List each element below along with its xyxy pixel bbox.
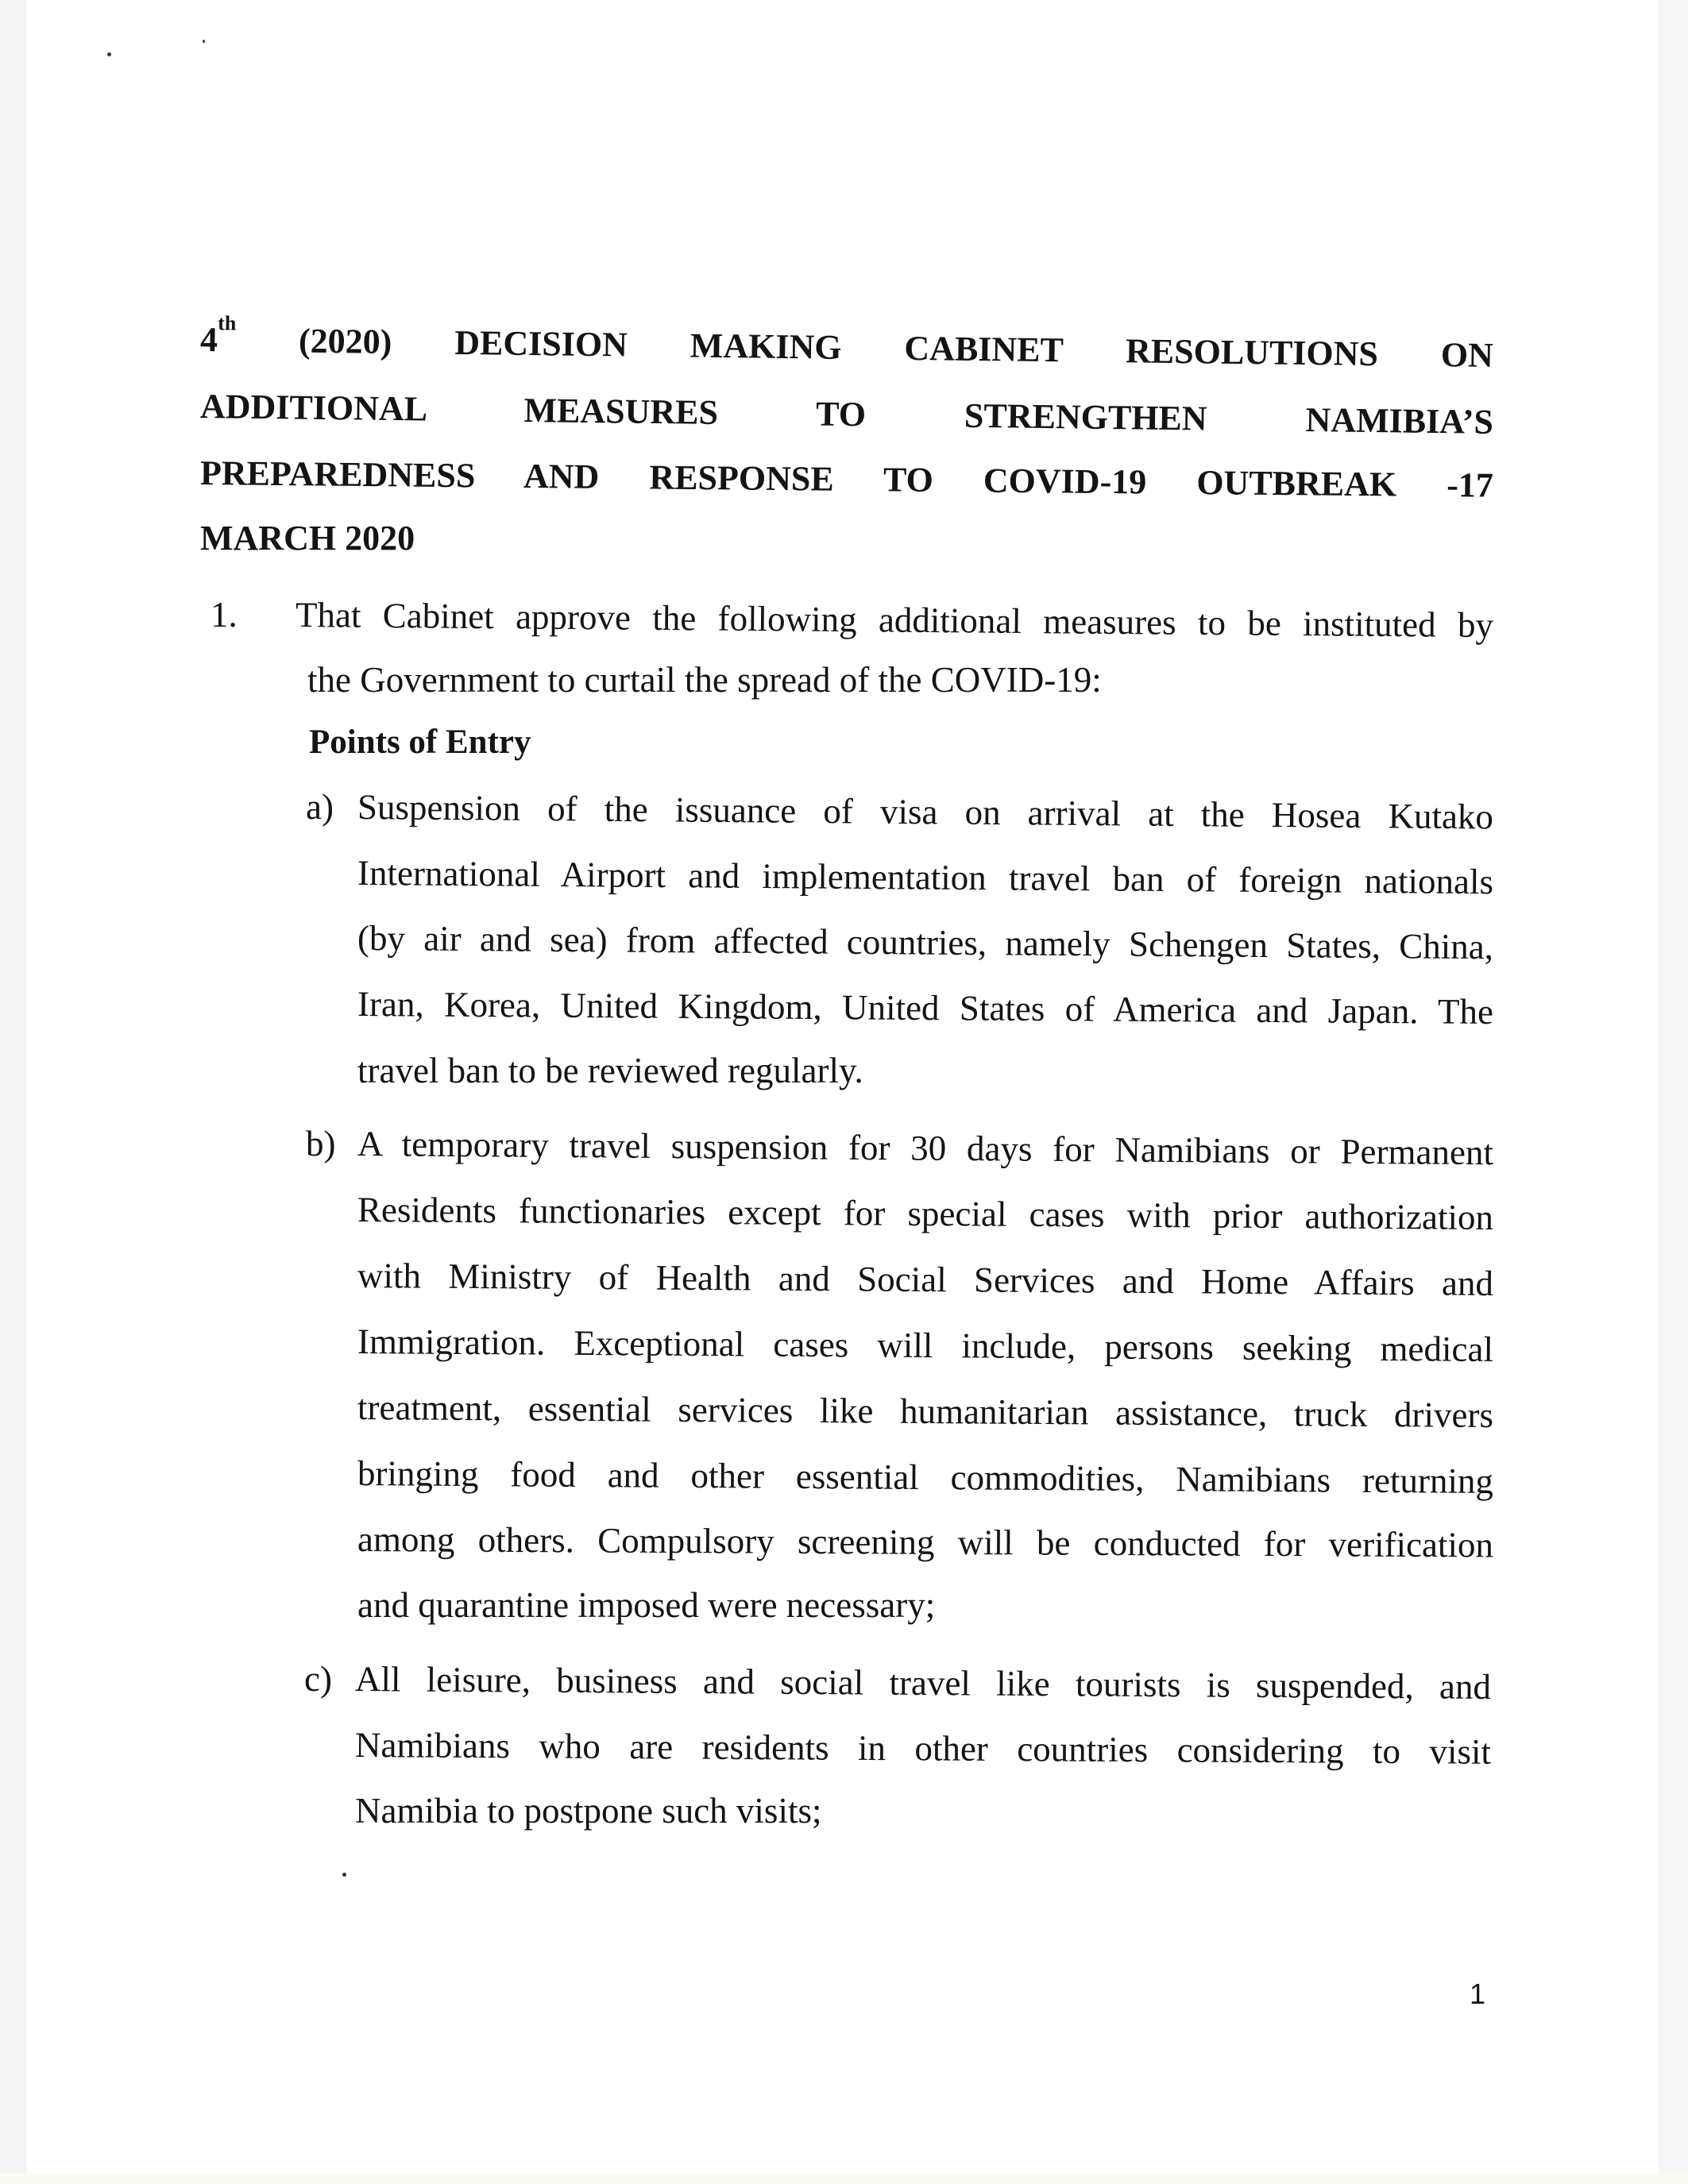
list-item-line: Namibians who are residents in other countries considering to visit xyxy=(354,1725,1492,1772)
resolution-number: 1. xyxy=(211,595,238,635)
title-line-2: ADDITIONAL MEASURES TO STRENGTHEN NAMIBIA’S xyxy=(199,387,1494,442)
list-item-line: Namibia to postpone such visits; xyxy=(355,1791,822,1831)
list-item-line: Iran, Korea, United Kingdom, United States of America and Japan. The xyxy=(357,984,1494,1032)
page-number: 1 xyxy=(1470,1978,1486,2010)
list-item-line: with Ministry of Health and Social Services and Home Affairs and xyxy=(357,1256,1494,1303)
list-item-line: travel ban to be reviewed regularly. xyxy=(357,1051,863,1090)
scan-speck xyxy=(203,40,205,43)
list-item-line: All leisure, business and social travel like tourists is suspended, and xyxy=(354,1659,1492,1707)
resolution-intro-line-1: That Cabinet approve the following additional measures to be instituted by xyxy=(295,595,1494,646)
scan-speck xyxy=(342,1873,346,1877)
list-item-line: Suspension of the issuance of visa on arrival at the Hosea Kutako xyxy=(357,787,1494,837)
list-marker: b) xyxy=(306,1124,336,1163)
scan-edge-left xyxy=(0,0,27,2184)
title-line-3: PREPAREDNESS AND RESPONSE TO COVID-19 OUTBREAK -17 xyxy=(199,453,1494,505)
section-heading-points-of-entry: Points of Entry xyxy=(309,723,531,761)
list-marker: a) xyxy=(306,787,334,827)
scan-speck xyxy=(107,52,111,56)
list-item-line: and quarantine imposed were necessary; xyxy=(357,1585,936,1625)
title-ordinal: 4th xyxy=(199,311,237,360)
list-item-line: International Airport and implementation travel ban of foreign nationals xyxy=(357,853,1494,902)
list-item-line: Residents functionaries except for special cases with prior authorization xyxy=(357,1190,1494,1237)
title-line-1: 4th (2020) DECISION MAKING CABINET RESOLUTIONS ON xyxy=(199,311,1494,375)
scan-edge-right xyxy=(1659,0,1688,2184)
list-item-line: treatment, essential services like humanitarian assistance, truck drivers xyxy=(357,1387,1494,1435)
list-marker: c) xyxy=(304,1659,332,1699)
list-item-line: Immigration. Exceptional cases will include, persons seeking medical xyxy=(357,1322,1494,1369)
list-item-line: A temporary travel suspension for 30 days for Namibians or Permanent xyxy=(357,1124,1494,1173)
scan-edge-bottom xyxy=(0,2173,1688,2184)
list-item-line: among others. Compulsory screening will be conducted for verification xyxy=(357,1519,1494,1565)
title-line-4: MARCH 2020 xyxy=(200,519,415,558)
list-item-line: (by air and sea) from affected countries, namely Schengen States, China, xyxy=(357,918,1494,967)
resolution-intro-line-2: the Government to curtail the spread of the COVID-19: xyxy=(307,660,1102,700)
list-item-line: bringing food and other essential commodities, Namibians returning xyxy=(357,1453,1494,1501)
